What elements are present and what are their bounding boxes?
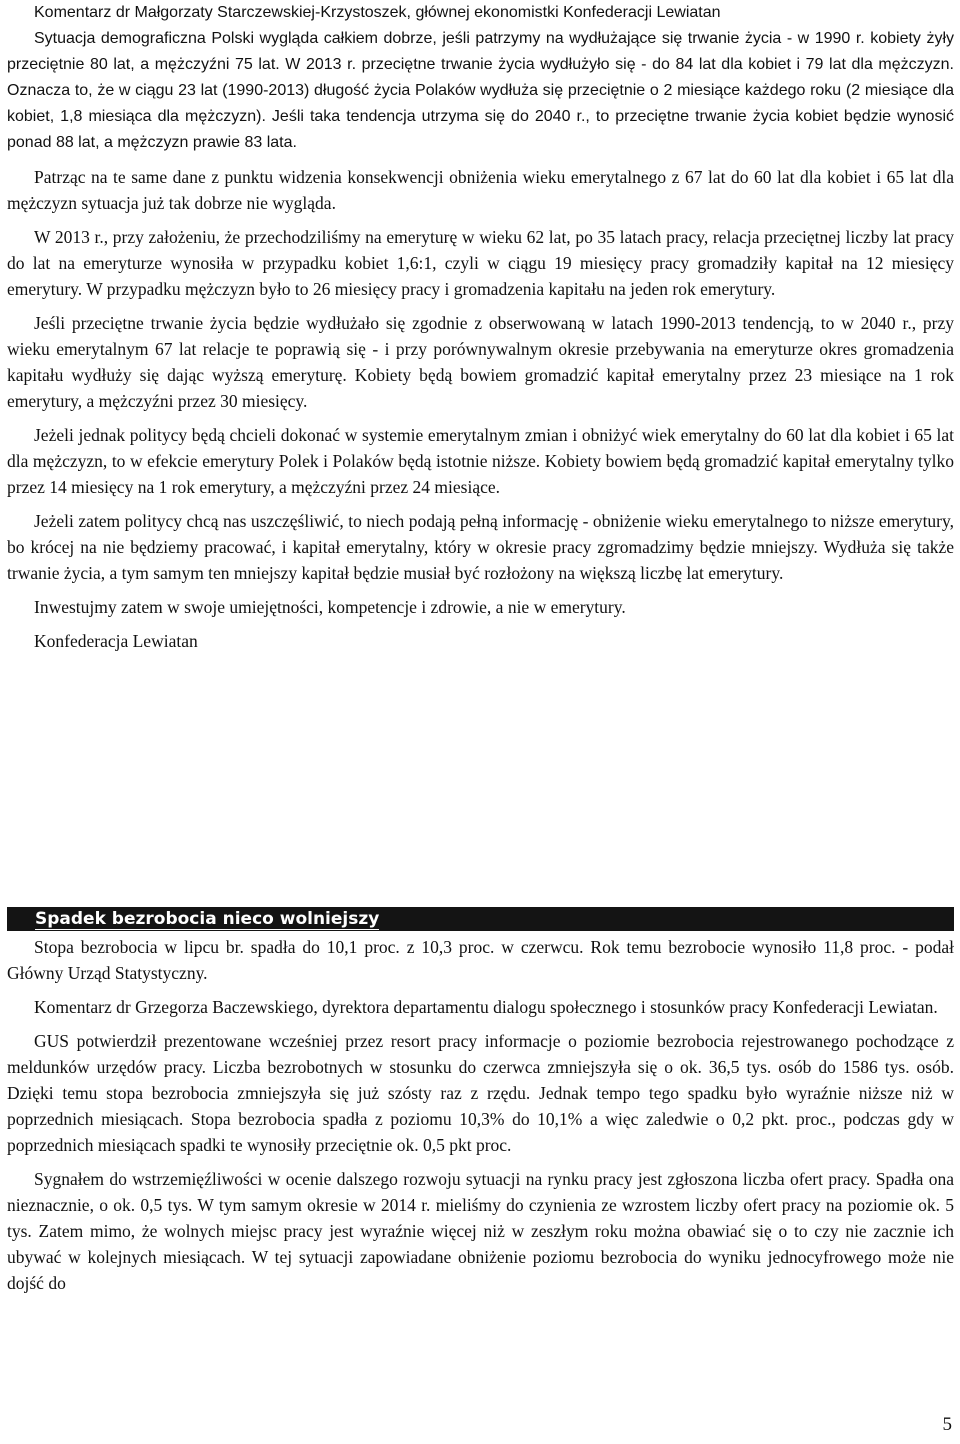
paragraph-demography: Sytuacja demograficzna Polski wygląda całkiem dobrze, jeśli patrzymy na wydłużające się trwanie życia - w 1990 r. kobiety żyły przeciętnie 80 lat, a mężczyźni 75 lat. W 2013 r. przeciętne trwanie życia wydłużyło się - do 84 lat dla kobiet i 79 lat dla mężczyzn. Oznacza to, że w ciągu 23 lat (1990-2013) długość życia Polaków wydłuża się przeciętnie o 2 miesiące każdego roku (2 miesiące dla kobiet, 1,8 miesiąca dla mężczyzn). Jeśli taka tendencja utrzyma się do 2040 r., to przeciętne trwanie życia kobiet będzie wynosić ponad 88 lat, a mężczyzn prawie 83 lata. <box>7 30 954 151</box>
paragraph-retirement-age: Patrząc na te same dane z punktu widzenia konsekwencji obniżenia wieku emerytalnego z 67 lat do 60 lat dla kobiet i 65 lat dla mężczyzn sytuacja już tak dobrze nie wygląda. <box>7 167 954 213</box>
paragraph-invest: Inwestujmy zatem w swoje umiejętności, kompetencje i zdrowie, a nie w emerytury. <box>34 597 626 617</box>
paragraph-signature: Konfederacja Lewiatan <box>34 631 198 651</box>
page-number: 5 <box>942 1414 952 1435</box>
paragraph-2013: W 2013 r., przy założeniu, że przechodziliśmy na emeryturę w wieku 62 lat, po 35 latach pracy, relacja przeciętnej liczby lat pracy do lat na emeryturze wynosiła w przypadku kobiet 1,6:1, czyli w ciągu 19 miesięcy pracy gromadziły kapitał na 12 miesięcy emerytury. W przypadku mężczyzn było to 26 miesięcy pracy i gromadzenia kapitału na jeden rok emerytury. <box>7 227 954 299</box>
paragraph-unemployment-rate: Stopa bezrobocia w lipcu br. spadła do 10,1 proc. z 10,3 proc. w czerwcu. Rok temu bezrobocie wynosiło 11,8 proc. - podał Główny Urząd Statystyczny. <box>7 937 954 983</box>
paragraph-commentary-baczewski: Komentarz dr Grzegorza Baczewskiego, dyrektora departamentu dialogu społecznego i stosunków pracy Konfederacji Lewiatan. <box>34 997 938 1017</box>
paragraph-politicians-change: Jeżeli jednak politycy będą chcieli dokonać w systemie emerytalnym zmian i obniżyć wiek emerytalny do 60 lat dla kobiet i 65 lat dla mężczyzn, to w efekcie emerytury Polek i Polaków będą istotnie niższe. Kobiety bowiem będą gromadzić kapitał emerytalny tylko przez 14 miesięcy na 1 rok emerytury, a mężczyźni przez 24 miesiące. <box>7 425 954 497</box>
paragraph-2040: Jeśli przeciętne trwanie życia będzie wydłużało się zgodnie z obserwowaną w latach 1990-2013 tendencją, to w 2040 r., przy wieku emerytalnym 67 lat relacje te poprawią się - i przy porównywalnym okresie przebywania na emeryturze okres gromadzenia kapitału wydłuży się dając wyższą emeryturę. Kobiety będą bowiem gromadzić kapitał emerytalny przez 23 miesiące na 1 rok emerytury, a mężczyźni przez 30 miesięcy. <box>7 313 954 411</box>
paragraph-job-offers: Sygnałem do wstrzemięźliwości w ocenie dalszego rozwoju sytuacji na rynku pracy jest zgłoszona liczba ofert pracy. Spadła ona nieznacznie, o ok. 0,5 tys. W tym samym okresie w 2014 r. mieliśmy do czynienia ze wzrostem liczby ofert pracy na poziomie ok. 5 tys. Zatem mimo, że wolnych miejsc pracy jest wyraźnie więcej niż w zeszłym roku można obawiać się o to czy nie zacznie ich ubywać w kolejnych miesiącach. W tej sytuacji zapowiadane obniżenie poziomu bezrobocia do wyniku jednocyfrowego może nie dojść do <box>7 1169 954 1293</box>
section-heading <box>7 907 954 931</box>
paragraph-commentary-intro: Komentarz dr Małgorzaty Starczewskiej-Krzystoszek, głównej ekonomistki Konfederacji Lewiatan <box>34 4 721 21</box>
page-content-section2 <box>7 934 954 1296</box>
paragraph-full-information: Jeżeli zatem politycy chcą nas uszczęśliwić, to niech podają pełną informację - obniżenie wieku emerytalnego to niższe emerytury, bo krócej na nie będziemy pracować, i kapitał emerytalny, który w okresie pracy zgromadzimy będzie mniejszy. Wydłuża się także trwanie życia, a tym samym ten mniejszy kapitał będzie musiał być rozłożony na większą liczbę lat emerytury. <box>7 511 954 583</box>
paragraph-gus: GUS potwierdził prezentowane wcześniej przez resort pracy informacje o poziomie bezrobocia rejestrowanego pochodzące z meldunków urzędów pracy. Liczba bezrobotnych w stosunku do czerwca zmniejszyła się o ok. 36,5 tys. osób do 1586 tys. osób. Dzięki temu stopa bezrobocia zmniejszyła się już szósty raz z rzędu. Jednak tempo tego spadku było wyraźnie niższe niż w poprzednich miesiącach. Stopa bezrobocia spadła z poziomu 10,3% do 10,1% a więc zaledwie o 0,2 pkt. proc., podczas gdy w poprzednich miesiącach spadki te wynosiły przeciętnie ok. 0,5 pkt proc. <box>7 1031 954 1155</box>
page-content <box>7 0 954 654</box>
section-heading-text: Spadek bezrobocia nieco wolniejszy <box>35 909 380 929</box>
